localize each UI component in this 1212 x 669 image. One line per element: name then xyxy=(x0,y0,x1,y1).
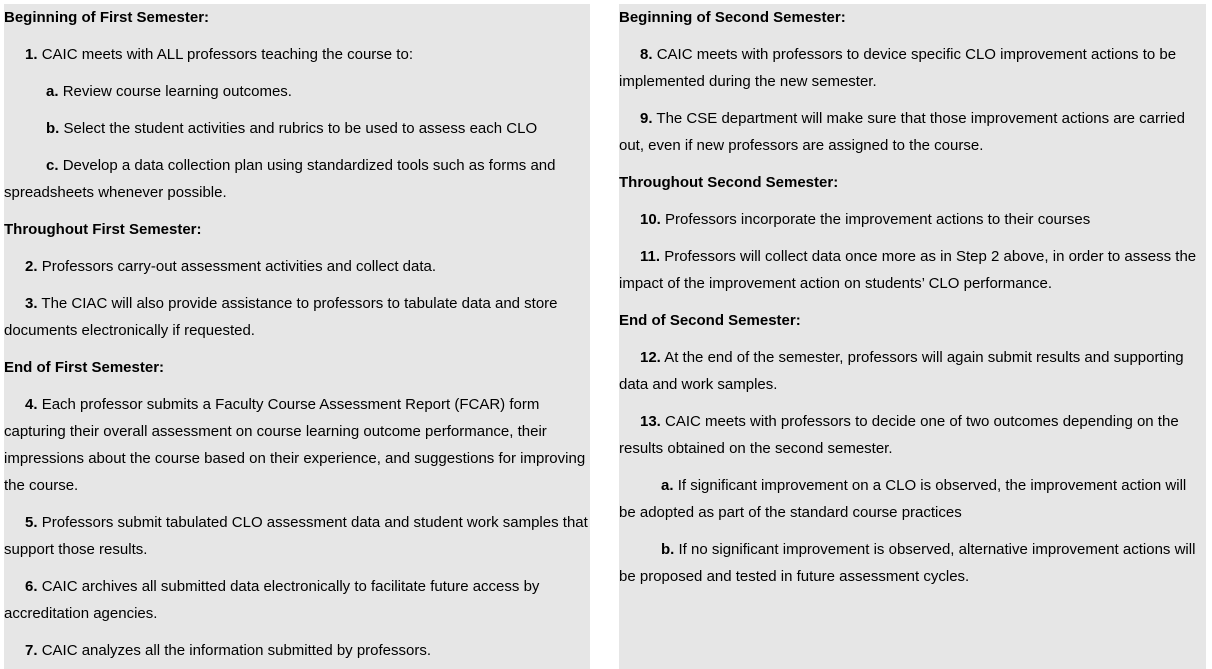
step-text: Professors carry-out assessment activities and collect data. xyxy=(41,258,437,275)
step-text: CAIC analyzes all the information submitted by professors. xyxy=(41,642,432,659)
step-text: CAIC meets with professors to decide one of two outcomes depending on the results obtained on the second semester. xyxy=(619,413,1179,457)
step-number: 13. xyxy=(640,413,661,430)
sub-step-text: Review course learning outcomes. xyxy=(62,83,292,100)
step-number: 2. xyxy=(25,258,38,275)
step-item xyxy=(619,206,1206,233)
step-text: Professors submit tabulated CLO assessment data and student work samples that support those results. xyxy=(4,514,588,558)
step-text: Professors incorporate the improvement actions to their courses xyxy=(665,211,1091,228)
section-heading: Beginning of First Semester: xyxy=(4,9,210,26)
sub-step-letter: b. xyxy=(46,120,60,137)
step-number: 6. xyxy=(25,578,38,595)
sub-step-text: If no significant improvement is observed, alternative improvement actions will be proposed and tested in future assessment cycles. xyxy=(619,541,1196,585)
step-text: CAIC meets with professors to device specific CLO improvement actions to be implemented during the new semester. xyxy=(619,46,1177,90)
sub-step-letter: a. xyxy=(46,83,59,100)
section-heading: Throughout First Semester: xyxy=(4,221,202,238)
sub-step-item xyxy=(4,78,590,105)
sub-step-item xyxy=(4,115,590,142)
sub-step-text: Develop a data collection plan using standardized tools such as forms and spreadsheets whenever possible. xyxy=(4,157,556,201)
step-text: At the end of the semester, professors will again submit results and supporting data and work samples. xyxy=(619,349,1184,393)
step-item xyxy=(4,253,590,280)
step-text: The CSE department will make sure that those improvement actions are carried out, even if new professors are assigned to the course. xyxy=(619,110,1185,154)
step-item xyxy=(4,41,590,68)
step-item xyxy=(619,408,1206,462)
step-item xyxy=(619,41,1206,95)
step-item xyxy=(4,391,590,499)
first-semester-column xyxy=(4,4,590,669)
step-text: The CIAC will also provide assistance to professors to tabulate data and store documents electronically if requested. xyxy=(4,295,558,339)
step-text: Each professor submits a Faculty Course Assessment Report (FCAR) form capturing their overall assessment on course learning outcome performance, their impressions about the course based on their experience, and suggestions for improving the course. xyxy=(4,396,586,494)
second-semester-column xyxy=(619,4,1206,669)
step-item xyxy=(4,509,590,563)
step-item xyxy=(619,243,1206,297)
section-heading: End of Second Semester: xyxy=(619,312,801,329)
step-number: 8. xyxy=(640,46,653,63)
section-heading: End of First Semester: xyxy=(4,359,165,376)
step-number: 4. xyxy=(25,396,38,413)
sub-step-letter: a. xyxy=(661,477,674,494)
step-item xyxy=(619,344,1206,398)
sub-step-item xyxy=(619,472,1206,526)
step-text: CAIC archives all submitted data electronically to facilitate future access by accreditation agencies. xyxy=(4,578,540,622)
step-number: 1. xyxy=(25,46,38,63)
sub-step-letter: c. xyxy=(46,157,59,174)
step-number: 11. xyxy=(640,248,661,265)
step-number: 3. xyxy=(25,295,38,312)
step-number: 12. xyxy=(640,349,661,366)
step-text: CAIC meets with ALL professors teaching the course to: xyxy=(41,46,413,63)
sub-step-text: Select the student activities and rubrics to be used to assess each CLO xyxy=(63,120,538,137)
section-heading: Beginning of Second Semester: xyxy=(619,9,846,26)
sub-step-letter: b. xyxy=(661,541,675,558)
step-number: 10. xyxy=(640,211,661,228)
section-heading: Throughout Second Semester: xyxy=(619,174,839,191)
step-number: 9. xyxy=(640,110,653,127)
sub-step-item xyxy=(619,536,1206,590)
step-item xyxy=(4,573,590,627)
step-number: 7. xyxy=(25,642,38,659)
sub-step-item xyxy=(4,152,590,206)
step-item xyxy=(4,290,590,344)
step-item xyxy=(4,637,590,664)
sub-step-text: If significant improvement on a CLO is observed, the improvement action will be adopted as part of the standard course practices xyxy=(619,477,1187,521)
step-text: Professors will collect data once more as in Step 2 above, in order to assess the impact of the improvement action on students’ CLO performance. xyxy=(619,248,1197,292)
step-number: 5. xyxy=(25,514,38,531)
step-item xyxy=(619,105,1206,159)
